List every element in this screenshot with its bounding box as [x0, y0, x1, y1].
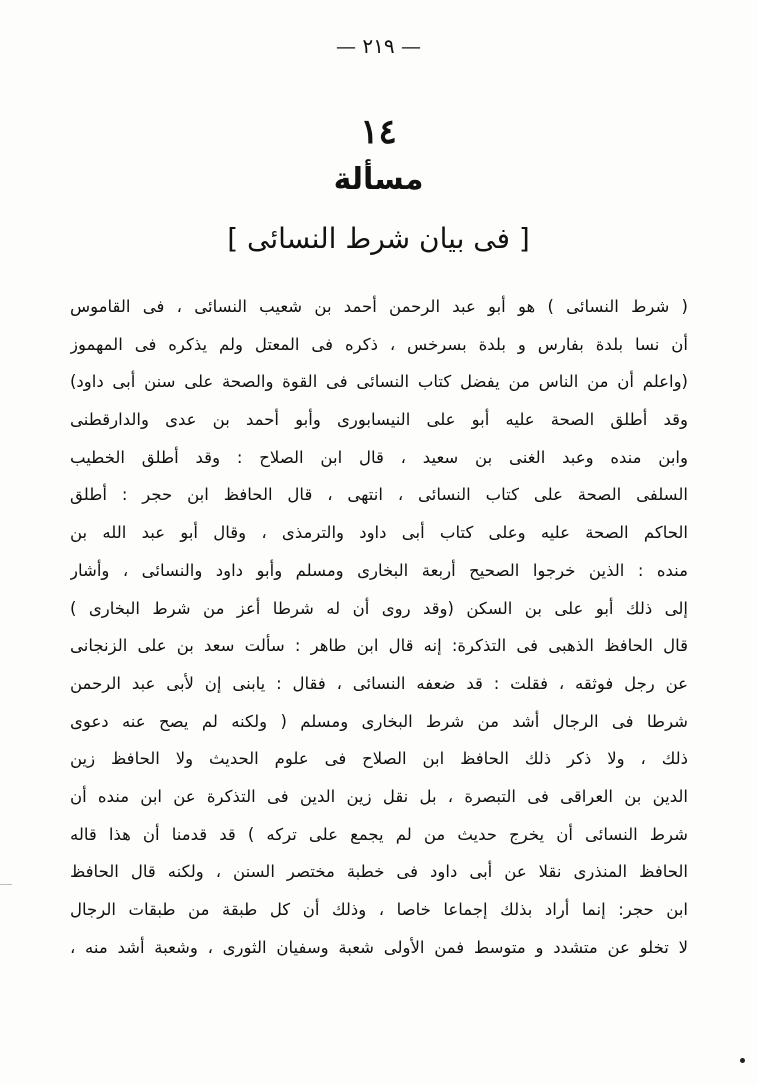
text-line: وابن منده وعبد الغنى بن سعيد ، قال ابن الصلاح : وقد أطلق الخطيب — [70, 447, 688, 467]
section-number: ١٤ — [360, 112, 397, 152]
text-line: ذلك ، ولا ذكر ذلك الحافظ ابن الصلاح فى علوم الحديث ولا الحافظ زين — [70, 749, 688, 769]
text-line: السلفى الصحة على كتاب النسائى ، انتهى ، قال الحافظ ابن حجر : أطلق — [70, 485, 688, 505]
text-line: (واعلم أن من الناس من يفضل كتاب النسائى فى القوة والصحة على سنن أبى داود) — [70, 372, 688, 392]
text-line: الحافظ المنذرى نقلا عن أبى داود فى خطبة مختصر السنن ، ولكنه قال الحافظ — [70, 862, 688, 882]
text-line: شرطا فى الرجال أشد من شرط البخارى ومسلم ( ولكنه لم يصح عنه دعوى — [70, 711, 688, 731]
text-line: أن نسا بلدة بفارس و بلدة بسرخس ، ذكره فى المعتل ولم يذكره فى المهموز — [70, 334, 688, 354]
text-line: شرط النسائى أن يخرج حديث من لم يجمع على تركه ) قد قدمنا أن هذا قاله — [70, 824, 688, 844]
text-line: قال الحافظ الذهبى فى التذكرة: إنه قال ابن طاهر : سألت سعد بن على الزنجانى — [70, 636, 688, 656]
page-number: — ٢١٩ — — [336, 34, 421, 58]
body-text — [70, 288, 688, 966]
text-line: ( شرط النسائى ) هو أبو عبد الرحمن أحمد بن شعيب النسائى ، فى القاموس — [70, 297, 688, 316]
text-line: عن رجل فوثقه ، فقلت : قد ضعفه النسائى ، فقال : يابنى إن لأبى عبد الرحمن — [70, 673, 688, 693]
text-line: ابن حجر: إنما أراد بذلك إجماعا خاصا ، وذلك أن كل طبقة من طبقات الرجال — [70, 900, 688, 919]
text-line: لا تخلو عن متشدد و متوسط فمن الأولى شعبة وسفيان الثورى ، وشعبة أشد منه ، — [70, 937, 688, 957]
text-line: منده : الذين خرجوا الصحيح أربعة البخارى ومسلم وأبو داود والنسائى ، وأشار — [70, 560, 688, 580]
section-subtitle: [ فى بيان شرط النسائى ] — [227, 222, 530, 255]
scan-margin-mark — [0, 884, 12, 885]
text-line: إلى ذلك أبو على بن السكن (وقد روى أن له شرطا أعز من شرط البخارى ) — [70, 598, 688, 618]
text-line: الحاكم الصحة عليه وعلى كتاب أبى داود والترمذى ، وقال أبو عبد الله بن — [70, 523, 688, 543]
text-line: الدين بن العراقى فى التبصرة ، بل نقل زين الدين فى التذكرة عن ابن منده أن — [70, 786, 688, 806]
text-line: وقد أطلق الصحة عليه أبو على النيسابورى وأبو أحمد بن عدى والدارقطنى — [70, 410, 688, 430]
scan-speck — [740, 1058, 745, 1063]
section-title: مسألة — [333, 162, 424, 197]
